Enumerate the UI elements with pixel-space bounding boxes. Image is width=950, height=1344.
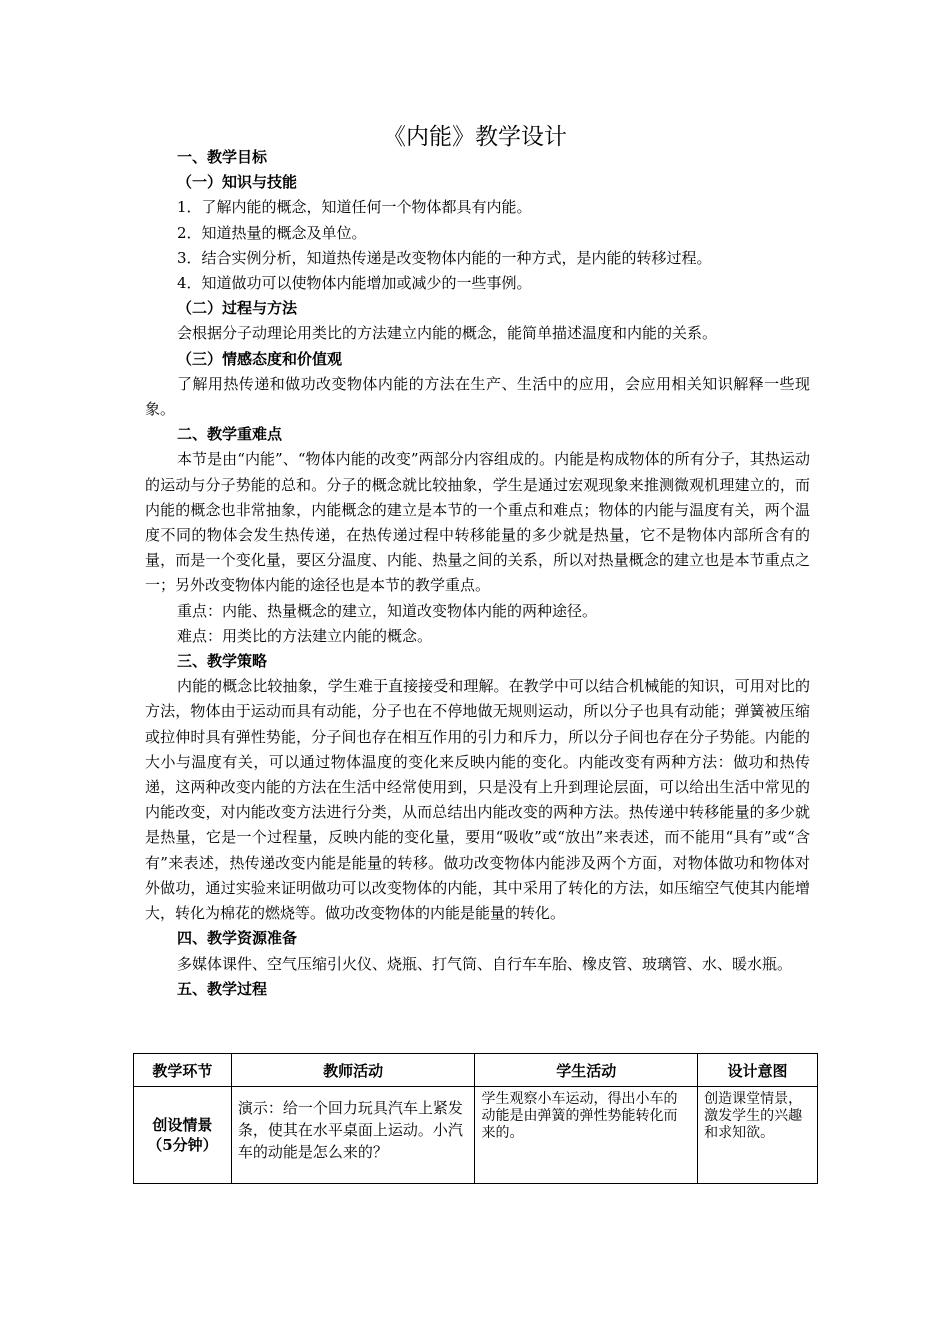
stage-name: 创设情景 — [152, 1116, 213, 1134]
design-intent: 创造课堂情景，激发学生的兴趣和求知欲。 — [704, 1091, 803, 1141]
teacher-activity: 演示：给一个回力玩具汽车上紧发条，使其在水平桌面上运动。小汽车的动能是怎么来的？ — [237, 1099, 463, 1161]
student-activity: 学生观察小车运动，得出小车的动能是由弹簧的弹性势能转化而来的。 — [481, 1091, 678, 1141]
keypoints-paragraph: 本节是由“内能”、“物体内能的改变”两部分内容组成的。内能是构成物体的所有分子，其热运动的运动与分子势能的总和。分子的概念就比较抽象，学生是通过宏观现象来推测微观机理建立的，而内能的概念也非常抽象，内能概念的建立是本节的一个重点和难点；物体的内能与温度有关，两个温度不同的物体会发生热传递，在热传递过程中转移能量的多少就是热量，它不是物体内部所含有的量，而是一个变化量，要区分温度、内能、热量之间的关系，所以对热量概念的建立也是本节重点之一；另外改变物体内能的途径也是本节的教学重点。 — [145, 450, 810, 595]
section-heading-procedure: 五、教学过程 — [177, 979, 268, 998]
subsection-heading-attitude: （三）情感态度和价值观 — [177, 349, 343, 368]
section-heading-keypoints: 二、教学重难点 — [177, 425, 283, 444]
teacher-activity-cell — [231, 1087, 475, 1184]
header-stage: 教学环节 — [134, 1054, 232, 1087]
design-intent-cell — [698, 1087, 818, 1184]
section-heading-objectives: 一、教学目标 — [177, 148, 268, 166]
objective-item: 3．结合实例分析，知道热传递是改变物体内能的一种方式，是内能的转移过程。 — [177, 248, 712, 267]
table-header-row — [134, 1054, 818, 1087]
stage-cell — [134, 1087, 232, 1184]
section-heading-strategy: 三、教学策略 — [177, 652, 268, 671]
table-row — [134, 1087, 818, 1184]
objective-item: 1．了解内能的概念，知道任何一个物体都具有内能。 — [177, 198, 532, 217]
header-student: 学生活动 — [475, 1054, 698, 1087]
subsection-heading-process: （二）过程与方法 — [177, 299, 298, 318]
header-intent: 设计意图 — [698, 1054, 818, 1087]
teaching-process-table — [133, 1053, 818, 1184]
stage-duration: （5分钟） — [147, 1136, 218, 1154]
strategy-paragraph: 内能的概念比较抽象，学生难于直接接受和理解。在教学中可以结合机械能的知识，可用对比的方法，物体由于运动而具有动能，分子也在不停地做无规则运动，所以分子也具有动能；弹簧被压缩或拉伸时具有弹性势能，分子间也存在相互作用的引力和斥力，所以分子间也存在分子势能。内能的大小与温度有关，可以通过物体温度的变化来反映内能的变化。内能改变有两种方法：做功和热传递，这两种改变内能的方法在生活中经常使用到，只是没有上升到理论层面，可以给出生活中常见的内能改变，对内能改变方法进行分类，从而总结出内能改变的两种方法。热传递中转移能量的多少就是热量，它是一个过程量，反映内能的变化量，要用“吸收”或“放出”来表述，而不能用“具有”或“含有”来表述，热传递改变内能是能量的转移。做功改变物体内能涉及两个方面，对物体做功和物体对外做功，通过实验来证明做功可以改变物体的内能，其中采用了转化的方法，如压缩空气使其内能增大，转化为棉花的燃烧等。做功改变物体的内能是能量的转化。 — [145, 677, 810, 923]
subsection-heading-knowledge: （一）知识与技能 — [177, 173, 298, 192]
resources-paragraph: 多媒体课件、空气压缩引火仪、烧瓶、打气筒、自行车车胎、橡皮管、玻璃管、水、暖水瓶。 — [177, 954, 793, 973]
key-point-line: 重点：内能、热量概念的建立，知道改变物体内能的两种途径。 — [177, 601, 598, 620]
process-paragraph: 会根据分子动理论用类比的方法建立内能的概念，能简单描述温度和内能的关系。 — [177, 324, 718, 343]
header-teacher: 教师活动 — [231, 1054, 475, 1087]
difficulty-line: 难点：用类比的方法建立内能的概念。 — [177, 626, 433, 645]
document-title: 《内能》教学设计 — [383, 124, 567, 150]
attitude-paragraph: 了解用热传递和做功改变物体内能的方法在生产、生活中的应用，会应用相关知识解释一些现象。 — [145, 374, 810, 419]
objective-item: 2．知道热量的概念及单位。 — [177, 223, 367, 242]
document-body — [145, 145, 810, 1002]
objective-item: 4．知道做功可以使物体内能增加或减少的一些事例。 — [177, 274, 532, 293]
section-heading-resources: 四、教学资源准备 — [177, 929, 298, 948]
student-activity-cell — [475, 1087, 698, 1184]
